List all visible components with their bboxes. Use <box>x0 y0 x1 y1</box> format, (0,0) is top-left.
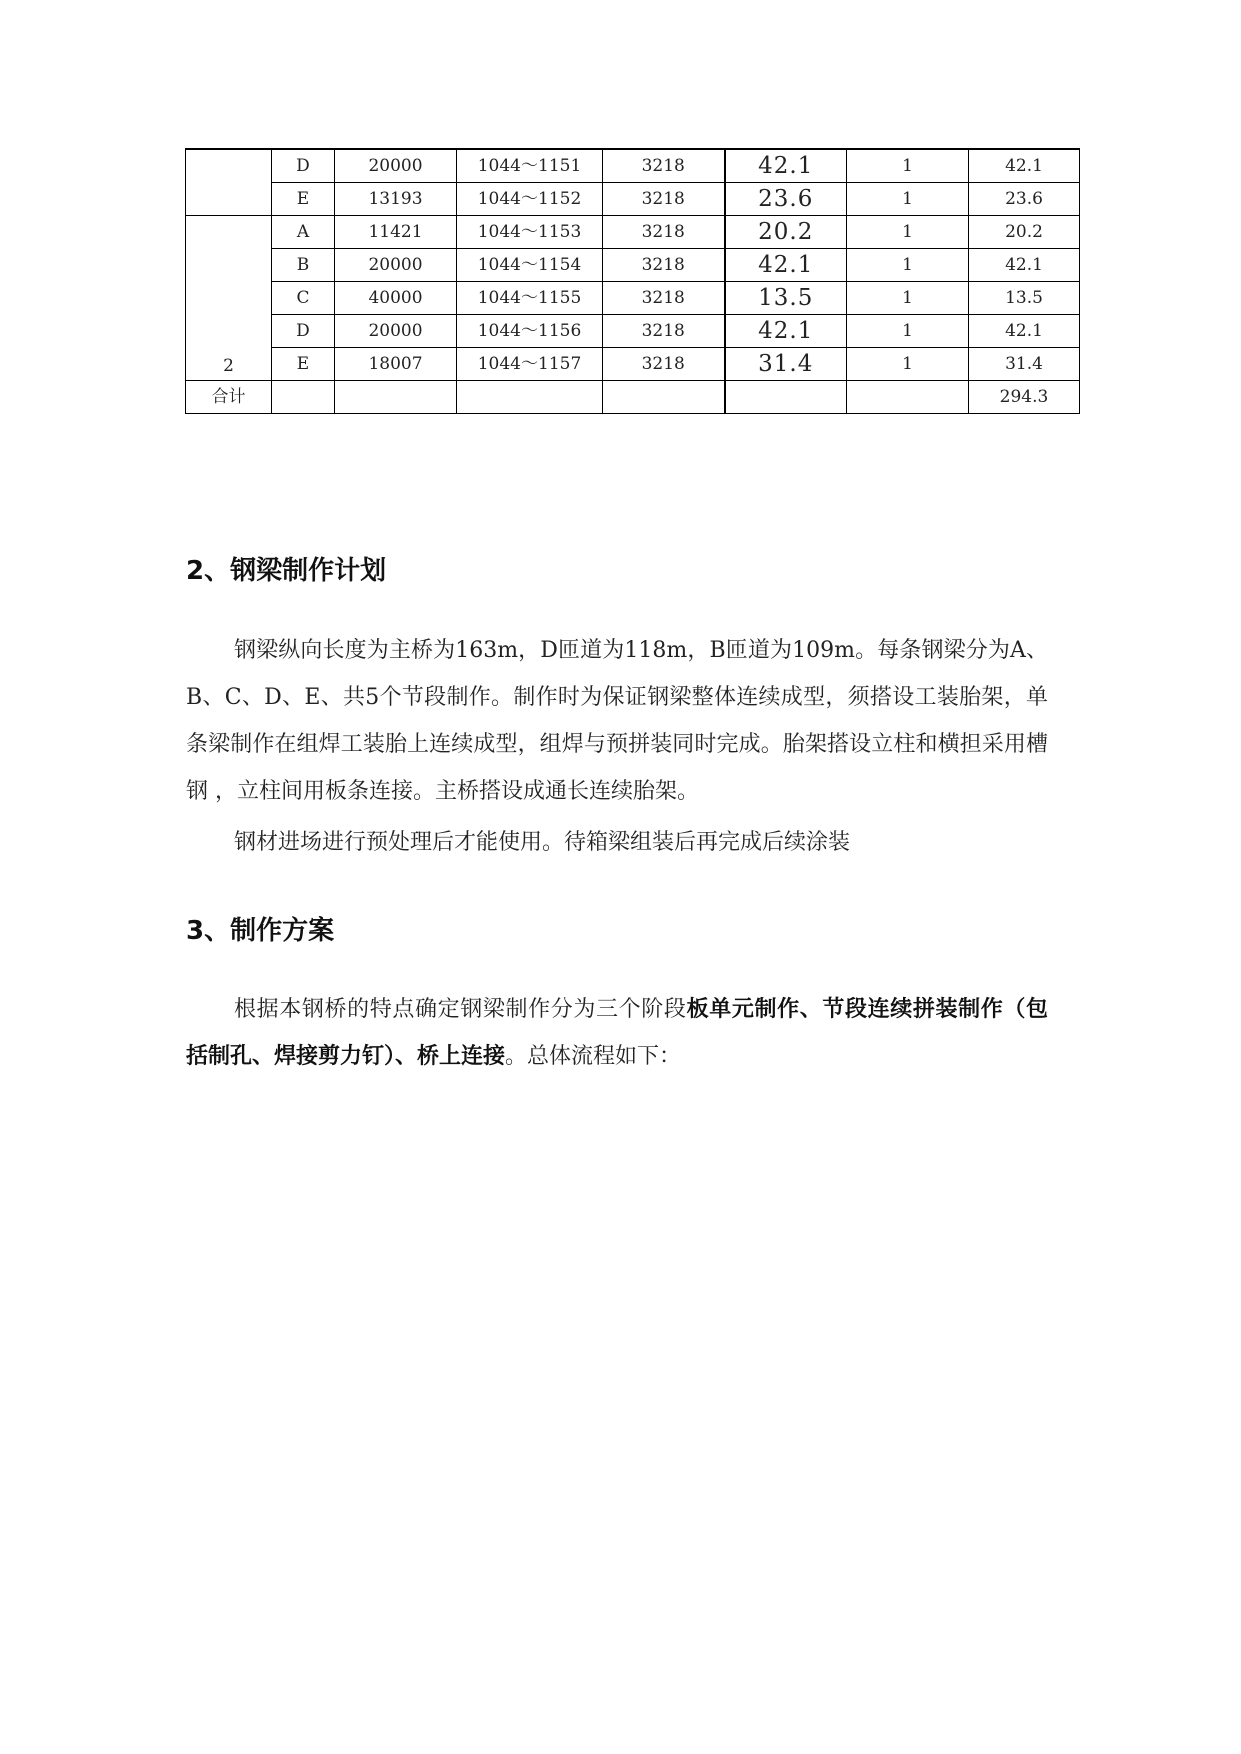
total-cell: 42.1 <box>969 315 1080 348</box>
width-cell: 3218 <box>603 216 725 249</box>
width-cell: 3218 <box>603 149 725 183</box>
total-cell: 42.1 <box>969 149 1080 183</box>
width-cell: 3218 <box>603 348 725 381</box>
table-row <box>186 249 1080 282</box>
total-cell: 23.6 <box>969 183 1080 216</box>
paragraph-bold-text: 板单元制作、节段连续拼装制作（包括制孔、焊接剪力钉）、桥上连接 <box>186 997 1048 1069</box>
qty-cell: 1 <box>847 348 969 381</box>
total-cell: 13.5 <box>969 282 1080 315</box>
group-cell: 2 <box>186 216 272 381</box>
empty-cell <box>725 381 847 414</box>
width-cell: 3218 <box>603 315 725 348</box>
section-cell: E <box>272 183 335 216</box>
section-cell: D <box>272 315 335 348</box>
table-row <box>186 149 1080 183</box>
range-cell: 1044～1156 <box>457 315 603 348</box>
range-cell: 1044～1154 <box>457 249 603 282</box>
paragraph-lead-text: 根据本钢桥的特点确定钢梁制作分为三个阶段 <box>234 997 687 1022</box>
section-cell: B <box>272 249 335 282</box>
segment-weight-table <box>185 148 1080 414</box>
table-row <box>186 183 1080 216</box>
empty-cell <box>603 381 725 414</box>
range-cell: 1044～1157 <box>457 348 603 381</box>
table-row <box>186 348 1080 381</box>
width-cell: 3218 <box>603 282 725 315</box>
section-cell: C <box>272 282 335 315</box>
section-3-paragraph <box>186 986 1048 1080</box>
range-cell: 1044～1153 <box>457 216 603 249</box>
weight-cell: 23.6 <box>725 183 847 216</box>
weight-cell: 42.1 <box>725 149 847 183</box>
range-cell: 1044～1155 <box>457 282 603 315</box>
table-row <box>186 315 1080 348</box>
range-cell: 1044～1151 <box>457 149 603 183</box>
total-cell: 20.2 <box>969 216 1080 249</box>
qty-cell: 1 <box>847 149 969 183</box>
paragraph-tail-text: 。总体流程如下： <box>505 1044 682 1069</box>
section-cell: E <box>272 348 335 381</box>
weight-cell: 20.2 <box>725 216 847 249</box>
section-3-heading: 3、制作方案 <box>186 916 335 946</box>
weight-cell: 31.4 <box>725 348 847 381</box>
weight-cell: 42.1 <box>725 249 847 282</box>
group-cell <box>186 149 272 216</box>
range-cell: 1044～1152 <box>457 183 603 216</box>
empty-cell <box>272 381 335 414</box>
empty-cell <box>847 381 969 414</box>
length-cell: 20000 <box>335 249 457 282</box>
length-cell: 13193 <box>335 183 457 216</box>
length-cell: 11421 <box>335 216 457 249</box>
total-cell: 42.1 <box>969 249 1080 282</box>
qty-cell: 1 <box>847 282 969 315</box>
table-row <box>186 216 1080 249</box>
table-row <box>186 282 1080 315</box>
weight-cell: 13.5 <box>725 282 847 315</box>
empty-cell <box>457 381 603 414</box>
length-cell: 20000 <box>335 149 457 183</box>
section-2-heading: 2、钢梁制作计划 <box>186 556 387 586</box>
qty-cell: 1 <box>847 249 969 282</box>
weight-cell: 42.1 <box>725 315 847 348</box>
table-total-row <box>186 381 1080 414</box>
section-cell: D <box>272 149 335 183</box>
width-cell: 3218 <box>603 183 725 216</box>
empty-cell <box>335 381 457 414</box>
length-cell: 40000 <box>335 282 457 315</box>
qty-cell: 1 <box>847 315 969 348</box>
grand-total-cell: 294.3 <box>969 381 1080 414</box>
width-cell: 3218 <box>603 249 725 282</box>
total-label-cell: 合计 <box>186 381 272 414</box>
section-2-paragraph-1: 钢梁纵向长度为主桥为163m，D匝道为118m，B匝道为109m。每条钢梁分为A、B、C、D、E、共5个节段制作。制作时为保证钢梁整体连续成型，须搭设工装胎架，单条梁制作在组焊工装胎上连续成型，组焊与预拼装同时完成。胎架搭设立柱和横担采用槽钢 ，立柱间用板条连接。主桥搭设成通长连续胎架。 <box>186 638 1048 804</box>
qty-cell: 1 <box>847 216 969 249</box>
section-cell: A <box>272 216 335 249</box>
section-2-paragraph-2: 钢材进场进行预处理后才能使用。待箱梁组装后再完成后续涂装 <box>234 830 851 855</box>
total-cell: 31.4 <box>969 348 1080 381</box>
length-cell: 18007 <box>335 348 457 381</box>
qty-cell: 1 <box>847 183 969 216</box>
length-cell: 20000 <box>335 315 457 348</box>
